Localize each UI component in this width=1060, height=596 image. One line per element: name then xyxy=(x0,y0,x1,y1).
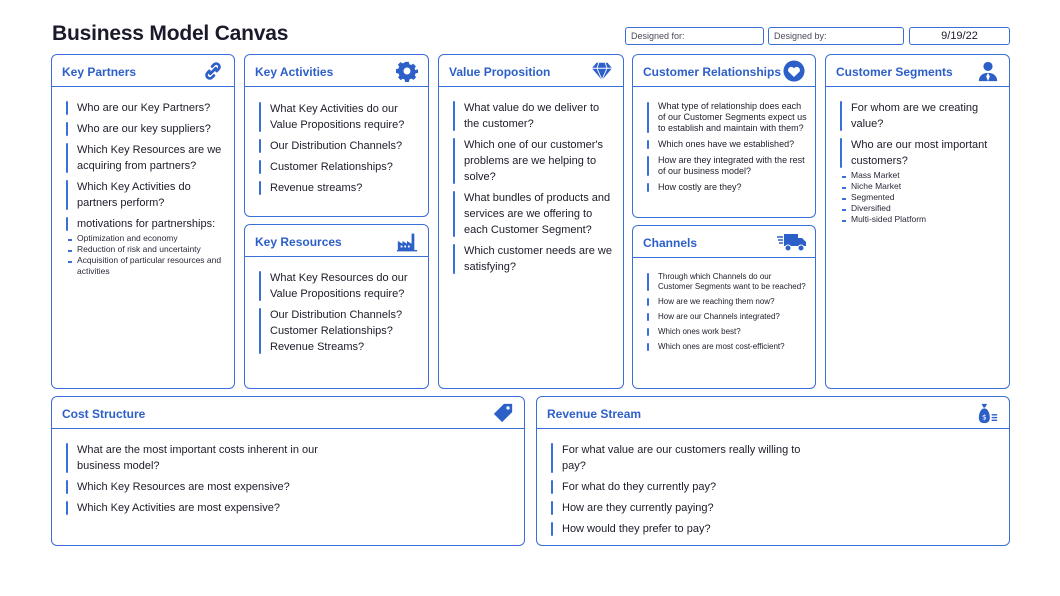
question: What value do we deliver to the customer? xyxy=(453,100,615,132)
customer-segments-questions xyxy=(840,100,1001,225)
sub-item: Mass Market xyxy=(840,170,1001,181)
revenue-stream-box xyxy=(536,396,1010,546)
date-value: 9/19/22 xyxy=(941,30,978,42)
question: How costly are they? xyxy=(647,182,807,193)
question: Who are our most important customers? xyxy=(840,137,1001,169)
diamond-icon xyxy=(591,60,613,82)
question: How are they integrated with the rest of our business model? xyxy=(647,155,807,177)
key-activities-box xyxy=(244,54,429,217)
question: Which customer needs are we satisfying? xyxy=(453,243,615,275)
person-icon xyxy=(977,60,999,82)
question: What Key Activities do our Value Propositions require? xyxy=(259,101,420,133)
sub-item: Diversified xyxy=(840,203,1001,214)
question: Which ones are most cost-efficient? xyxy=(647,342,807,352)
designed-for-field[interactable] xyxy=(625,27,764,45)
customer-relationships-box xyxy=(632,54,816,218)
question: What bundles of products and services are we offering to each Customer Segment? xyxy=(453,190,615,238)
question: For what do they currently pay? xyxy=(551,479,811,495)
value-proposition-box xyxy=(438,54,624,389)
value-proposition-questions xyxy=(453,100,615,280)
question: Revenue streams? xyxy=(259,180,420,196)
customer-segments-header xyxy=(826,55,1009,87)
designed-by-label: Designed by: xyxy=(774,31,827,41)
key-activities-questions xyxy=(259,101,420,201)
question: Who are our key suppliers? xyxy=(66,121,226,137)
question: How are our Channels integrated? xyxy=(647,312,807,322)
designed-for-label: Designed for: xyxy=(631,31,685,41)
key-resources-header xyxy=(245,225,428,257)
key-resources-title: Key Resources xyxy=(255,235,342,249)
designed-by-field[interactable] xyxy=(768,27,904,45)
question: Through which Channels do our Customer Segments want to be reached? xyxy=(647,272,807,292)
question: Which one of our customer's problems are we helping to solve? xyxy=(453,137,615,185)
customer-segments-title: Customer Segments xyxy=(836,65,953,79)
question: For what value are our customers really willing to pay? xyxy=(551,442,811,474)
question: For whom are we creating value? xyxy=(840,100,1001,132)
key-partners-box xyxy=(51,54,235,389)
sub-item: Acquisition of particular resources and activities xyxy=(66,255,226,277)
sub-item: Reduction of risk and uncertainty xyxy=(66,244,226,255)
sub-item: Multi-sided Platform xyxy=(840,214,1001,225)
key-resources-box xyxy=(244,224,429,389)
truck-icon xyxy=(777,231,807,253)
question: Which Key Activities do partners perform? xyxy=(66,179,226,211)
question: Which Key Resources are most expensive? xyxy=(66,479,326,495)
question: Which ones work best? xyxy=(647,327,807,337)
revenue-stream-header xyxy=(537,397,1009,429)
key-partners-questions xyxy=(66,100,226,277)
question: Customer Relationships? xyxy=(259,159,420,175)
customer-segments-box xyxy=(825,54,1010,389)
question: How would they prefer to pay? xyxy=(551,521,811,537)
customer-relationships-questions xyxy=(647,101,807,198)
cost-structure-header xyxy=(52,397,524,429)
money-bag-icon xyxy=(977,402,999,424)
question: What are the most important costs inherent in our business model? xyxy=(66,442,326,474)
question: How are they currently paying? xyxy=(551,500,811,516)
value-proposition-title: Value Proposition xyxy=(449,65,551,79)
channels-box xyxy=(632,225,816,389)
date-field[interactable] xyxy=(909,27,1010,45)
price-tag-icon xyxy=(492,402,514,424)
question: How are we reaching them now? xyxy=(647,297,807,307)
key-activities-title: Key Activities xyxy=(255,65,334,79)
key-partners-title: Key Partners xyxy=(62,65,137,79)
customer-relationships-header xyxy=(633,55,815,87)
question: Which Key Activities are most expensive? xyxy=(66,500,326,516)
revenue-stream-title: Revenue Stream xyxy=(547,407,642,421)
cost-structure-questions xyxy=(66,442,326,521)
key-resources-questions xyxy=(259,270,420,360)
cost-structure-title: Cost Structure xyxy=(62,407,146,421)
value-proposition-header xyxy=(439,55,623,87)
question: What type of relationship does each of our Customer Segments expect us to establish and maintain with them? xyxy=(647,101,807,134)
sub-item: Optimization and economy xyxy=(66,233,226,244)
question: Which ones have we established? xyxy=(647,139,807,150)
question: Our Distribution Channels? xyxy=(259,138,420,154)
revenue-stream-questions xyxy=(551,442,811,542)
key-activities-header xyxy=(245,55,428,87)
key-partners-header xyxy=(52,55,234,87)
customer-relationships-title: Customer Relationships xyxy=(643,65,782,79)
sub-item: Niche Market xyxy=(840,181,1001,192)
channels-title: Channels xyxy=(643,236,698,250)
question: Who are our Key Partners? xyxy=(66,100,226,116)
question: Our Distribution Channels? Customer Relationships? Revenue Streams? xyxy=(259,307,420,355)
factory-icon xyxy=(396,230,418,252)
question: motivations for partnerships: xyxy=(66,216,226,232)
svg-text:$: $ xyxy=(981,412,987,422)
question: Which Key Resources are we acquiring from partners? xyxy=(66,142,226,174)
sub-item: Segmented xyxy=(840,192,1001,203)
channels-questions xyxy=(647,272,807,357)
channels-header xyxy=(633,226,815,258)
gear-icon xyxy=(396,60,418,82)
link-icon xyxy=(202,60,224,82)
heart-icon xyxy=(783,60,805,82)
question: What Key Resources do our Value Propositions require? xyxy=(259,270,420,302)
page-title: Business Model Canvas xyxy=(52,22,289,45)
cost-structure-box xyxy=(51,396,525,546)
